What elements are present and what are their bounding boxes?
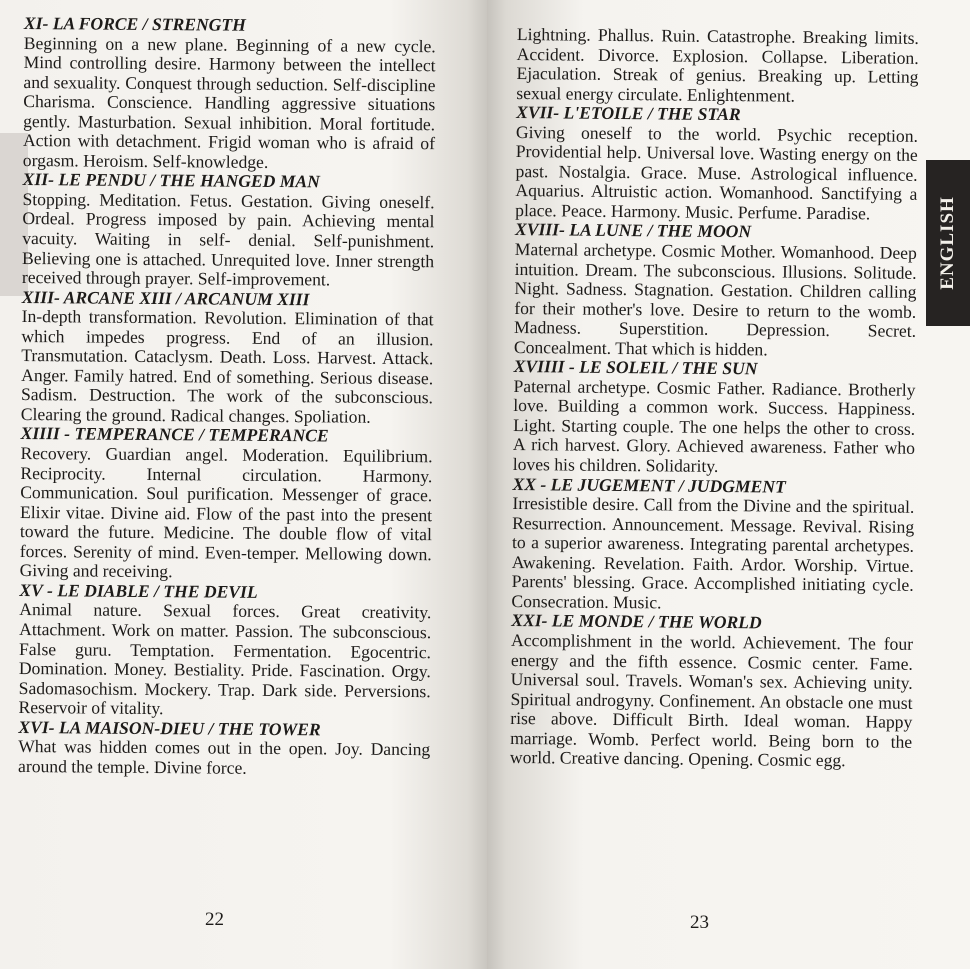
card-title: XVIIII - LE SOLEIL / THE SUN — [513, 356, 758, 379]
card-description: Recovery. Guardian angel. Moderation. Equilibrium. Reciprocity. Internal circulation. Harmony. Communication. Soul purification. Messenger of grace. Elixir vitae. Divine aid. Flow of the past into the present toward the future. Medicine. The double flow of vital forces. Serenity of mind. Even-temper. Mellowing down. Giving and receiving. — [19, 443, 433, 582]
card-description-continued: Lightning. Phallus. Ruin. Catastrophe. Breaking limits. Accident. Divorce. Explosion. Collapse. Liberation. Ejaculation. Streak of genius. Breaking up. Letting sexual energy circulate. Enlightenment. — [516, 24, 919, 106]
card-description: What was hidden comes out in the open. Joy. Dancing around the temple. Divine force. — [18, 736, 431, 778]
card-description: Accomplishment in the world. Achievement. The four energy and the fifth essence. Cosmic center. Fame. Universal soul. Travels. Woman's sex. Achieving unity. Spiritual androgyny. Confinement. An obstacle one must rise above. Difficult Birth. Ideal woman. Happy marriage. Womb. Perfect world. Being born to the world. Creative dancing. Opening. Cosmic egg. — [509, 629, 914, 771]
card-description: Irresistible desire. Call from the Divine and the spiritual. Resurrection. Announcement. Message. Revival. Rising to a superior awareness. Integrating parental archetypes. Awakening. Revelation. Faith. Ardor. Worship. Virtue. Parents' blessing. Grace. Accomplished initiating cycle. Consecration. Music. — [511, 493, 915, 613]
card-description: In-depth transformation. Revolution. Elimination of that which impedes progress. End of an illusion. Transmutation. Cataclysm. Death. Loss. Harvest. Attack. Anger. Family hatred. End of something. Serious disease. Sadism. Destruction. The work of the subconscious. Clearing the ground. Radical changes. Spoliation. — [20, 306, 434, 427]
card-title: XX - LE JUGEMENT / JUDGMENT — [512, 473, 786, 497]
card-description: Beginning on a new plane. Beginning of a new cycle. Mind controlling desire. Harmony between the intellect and sexuality. Conquest through seduction. Self-discipline Charisma. Conscience. Handling aggressive situations gently. Masturbation. Sexual inhibition. Moral fortitude. Action with detachment. Frigid woman who is afraid of orgasm. Heroism. Self-knowledge. — [22, 32, 436, 172]
card-title: XV - LE DIABLE / THE DEVIL — [19, 579, 258, 602]
card-description: Stopping. Meditation. Fetus. Gestation. Giving oneself. Ordeal. Progress imposed by pain. Achieving mental vacuity. Waiting in self- denial. Self-punishment. Believing one is attached. Unrequited love. Inner strength received through prayer. Self-improvement. — [21, 188, 435, 290]
page-number: 23 — [690, 912, 709, 933]
card-description: Giving oneself to the world. Psychic reception. Providential help. Universal love. Wasting energy on the past. Nostalgia. Grace. Muse. Astrological influence. Aquarius. Altruistic action. Womanhood. Sanctifying a place. Peace. Harmony. Music. Perfume. Paradise. — [515, 121, 919, 224]
right-page — [487, 0, 970, 969]
page-number: 22 — [205, 909, 224, 930]
card-title: XIIII - TEMPERANCE / TEMPERANCE — [20, 423, 329, 446]
card-title: XXI- LE MONDE / THE WORLD — [511, 610, 762, 633]
card-title: XVII- L'ETOILE / THE STAR — [516, 102, 741, 125]
card-description: Animal nature. Sexual forces. Great creativity. Attachment. Work on matter. Passion. The subconscious. False guru. Temptation. Fermentation. Egocentric. Domination. Money. Bestiality. Pride. Fascination. Orgy. Sadomasochism. Mockery. Trap. Dark side. Perversions. Reservoir of vitality. — [18, 599, 432, 719]
card-description: Paternal archetype. Cosmic Father. Radiance. Brotherly love. Building a common work. Success. Happiness. Light. Starting couple. The one helps the other to cross. A rich harvest. Glory. Achieved awareness. Father who loves his children. Solidarity. — [512, 375, 916, 476]
card-description: Maternal archetype. Cosmic Mother. Womanhood. Deep intuition. Dream. The subconscious. Illusions. Solitude. Night. Sadness. Stagnation. Gestation. Children calling for their mother's love. Desire to return to the womb. Madness. Superstition. Depression. Secret. Concealment. That which is hidden. — [513, 239, 917, 360]
card-title: XIII- ARCANE XIII / ARCANUM XIII — [21, 286, 310, 309]
card-title: XVI- LA MAISON-DIEU / THE TOWER — [18, 716, 321, 740]
right-text-column — [510, 25, 919, 772]
language-tab — [926, 160, 970, 326]
language-tab-label: ENGLISH — [937, 196, 958, 290]
card-title: XII- LE PENDU / THE HANGED MAN — [22, 169, 320, 192]
left-text-column — [18, 14, 436, 780]
card-title: XI- LA FORCE / STRENGTH — [23, 13, 246, 35]
card-title: XVIII- LA LUNE / THE MOON — [514, 219, 752, 242]
